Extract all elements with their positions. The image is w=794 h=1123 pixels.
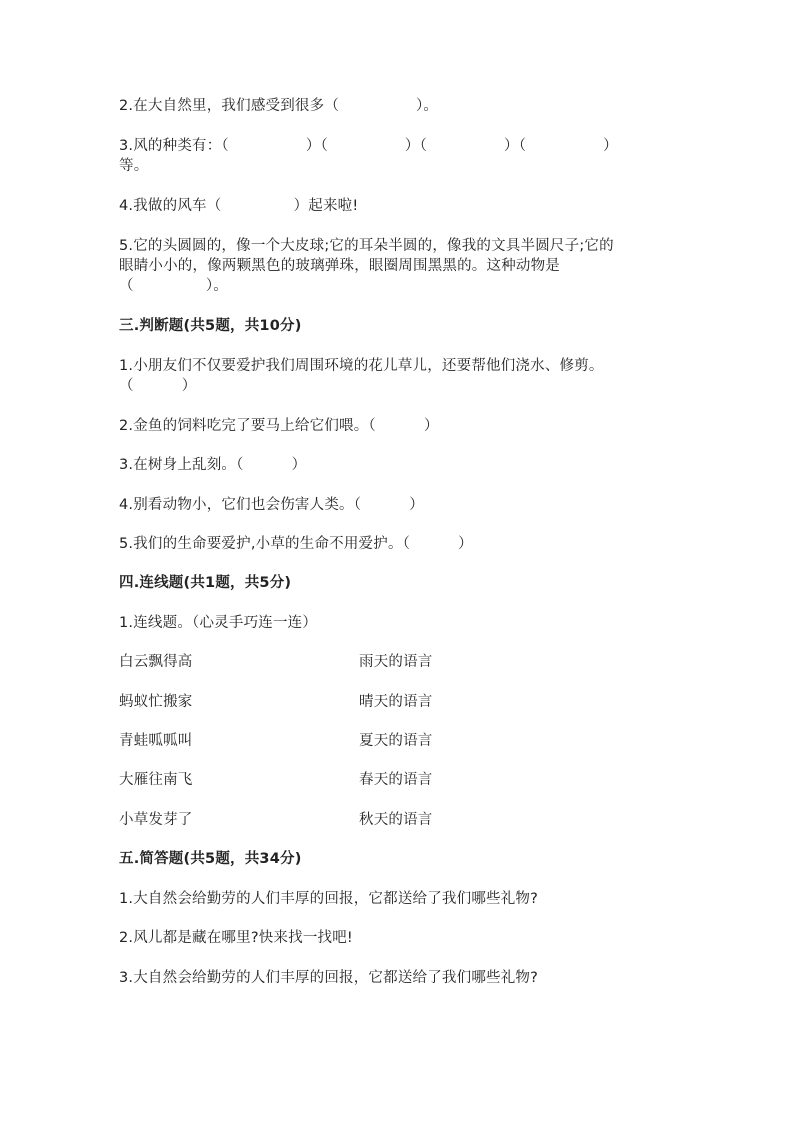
judge-question-4: 4.别看动物小，它们也会伤害人类。（ ） bbox=[119, 497, 424, 513]
match-right-item: 春天的语言 bbox=[359, 772, 433, 788]
short-answer-question-3: 3.大自然会给勤劳的人们丰厚的回报，它都送给了我们哪些礼物? bbox=[119, 970, 539, 986]
match-left-item: 青蛙呱呱叫 bbox=[119, 733, 193, 749]
match-right-item: 晴天的语言 bbox=[359, 694, 433, 710]
match-section-title: 四.连线题(共1题，共5分) bbox=[119, 575, 292, 591]
match-right-item: 夏天的语言 bbox=[359, 733, 433, 749]
judge-question-1-line-1: 1.小朋友们不仅要爱护我们周围环境的花儿草儿，还要帮他们浇水、修剪。 bbox=[119, 358, 604, 374]
fill-question-4: 4.我做的风车（ ）起来啦! bbox=[119, 198, 359, 214]
judge-question-2: 2.金鱼的饲料吃完了要马上给它们喂。（ ） bbox=[119, 418, 439, 434]
match-right-item: 雨天的语言 bbox=[359, 654, 433, 670]
fill-question-5-line-3: （ ）。 bbox=[119, 278, 228, 294]
short-answer-question-2: 2.风儿都是藏在哪里?快来找一找吧! bbox=[119, 930, 353, 946]
fill-question-2: 2.在大自然里，我们感受到很多（ ）。 bbox=[119, 98, 439, 114]
short-answer-question-1: 1.大自然会给勤劳的人们丰厚的回报，它都送给了我们哪些礼物? bbox=[119, 891, 539, 907]
judge-question-1-line-2: （ ） bbox=[119, 378, 197, 394]
match-left-item: 大雁往南飞 bbox=[119, 772, 193, 788]
fill-question-3-line-2: 等。 bbox=[119, 158, 149, 174]
match-left-item: 蚂蚁忙搬家 bbox=[119, 694, 193, 710]
fill-question-5-line-2: 眼睛小小的，像两颗黑色的玻璃弹珠，眼圈周围黑黑的。这种动物是 bbox=[119, 258, 560, 274]
judge-question-3: 3.在树身上乱刻。（ ） bbox=[119, 457, 307, 473]
judge-section-title: 三.判断题(共5题，共10分) bbox=[119, 318, 302, 334]
match-left-item: 白云飘得高 bbox=[119, 654, 193, 670]
short-answer-section-title: 五.简答题(共5题，共34分) bbox=[119, 851, 302, 867]
fill-question-3-line-1: 3.风的种类有：（ ）（ ）（ ）（ ） bbox=[119, 138, 618, 154]
match-right-item: 秋天的语言 bbox=[359, 812, 433, 828]
fill-question-5-line-1: 5.它的头圆圆的，像一个大皮球;它的耳朵半圆的，像我的文具半圆尺子;它的 bbox=[119, 238, 614, 254]
match-left-item: 小草发芽了 bbox=[119, 812, 193, 828]
judge-question-5: 5.我们的生命要爱护,小草的生命不用爱护。（ ） bbox=[119, 536, 473, 552]
match-question-1: 1.连线题。（心灵手巧连一连） bbox=[119, 615, 318, 631]
